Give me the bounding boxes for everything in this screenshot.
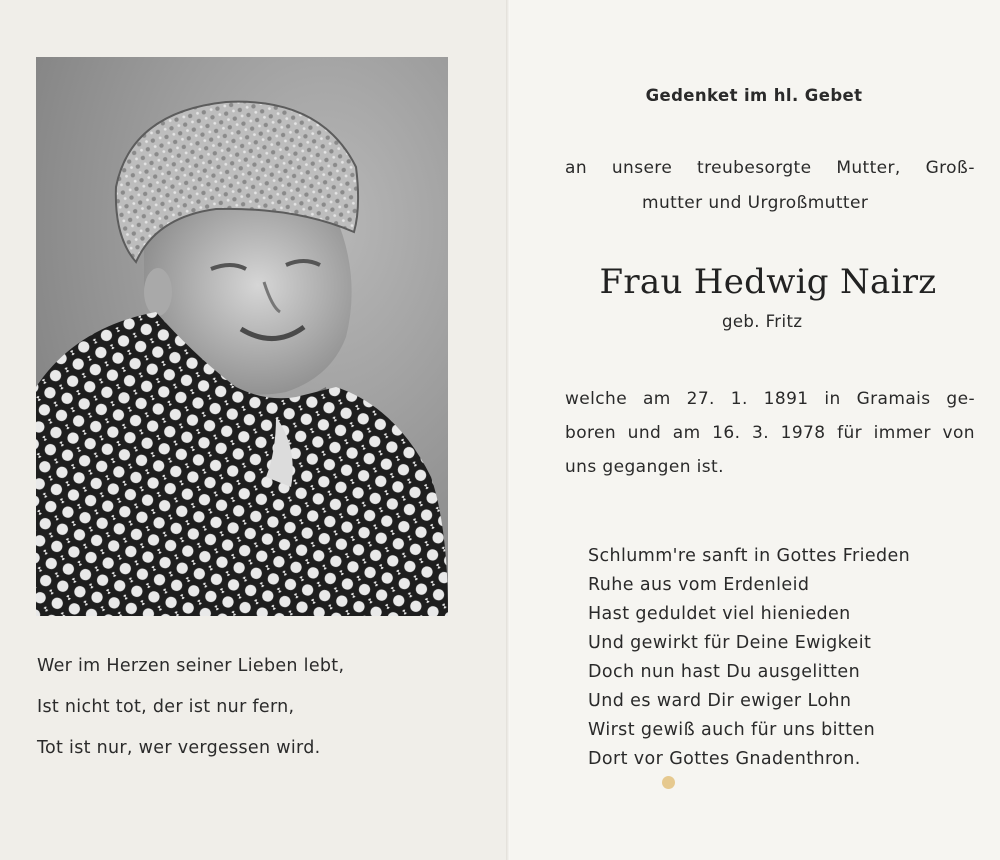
word: 27. bbox=[686, 389, 715, 409]
word: Gramais bbox=[856, 389, 931, 409]
left-poem-line: Tot ist nur, wer vergessen wird. bbox=[37, 738, 321, 758]
dates-line-1 bbox=[565, 382, 975, 416]
stain-spot bbox=[662, 776, 675, 789]
word: ge- bbox=[946, 389, 975, 409]
word: 3. bbox=[752, 423, 770, 443]
word: 1. bbox=[730, 389, 748, 409]
portrait-photo bbox=[36, 57, 448, 616]
right-panel bbox=[508, 0, 1000, 860]
verse-line: Hast geduldet viel hienieden bbox=[588, 604, 851, 624]
deceased-name: Frau Hedwig Nairz bbox=[599, 262, 937, 302]
word: und bbox=[627, 423, 662, 443]
word: treubesorgte bbox=[697, 158, 812, 178]
word: in bbox=[824, 389, 841, 409]
verse-line: Wirst gewiß auch für uns bitten bbox=[588, 720, 876, 740]
verse-line: Dort vor Gottes Gnadenthron. bbox=[588, 749, 861, 769]
word: Mutter, bbox=[836, 158, 901, 178]
dates-line-2 bbox=[565, 416, 975, 450]
word: am bbox=[672, 423, 701, 443]
word: am bbox=[642, 389, 671, 409]
heading: Gedenket im hl. Gebet bbox=[645, 86, 863, 105]
verse-line: Und es ward Dir ewiger Lohn bbox=[588, 691, 852, 711]
word: von bbox=[942, 423, 975, 443]
dates-line-3: uns gegangen ist. bbox=[565, 457, 724, 477]
dedication-line-1 bbox=[565, 151, 975, 186]
left-poem bbox=[37, 646, 477, 769]
verse-line: Doch nun hast Du ausgelitten bbox=[588, 662, 861, 682]
left-poem-line: Ist nicht tot, der ist nur fern, bbox=[37, 697, 295, 717]
left-poem-line: Wer im Herzen seiner Lieben lebt, bbox=[37, 656, 345, 676]
word: immer bbox=[873, 423, 931, 443]
word: an bbox=[565, 158, 587, 178]
life-dates bbox=[565, 382, 975, 484]
verse bbox=[588, 542, 910, 774]
word: boren bbox=[565, 423, 617, 443]
verse-line: Ruhe aus vom Erdenleid bbox=[588, 575, 810, 595]
word: Groß- bbox=[925, 158, 975, 178]
dedication-line-2: mutter und Urgroßmutter bbox=[642, 193, 869, 213]
word: unsere bbox=[611, 158, 673, 178]
verse-line: Und gewirkt für Deine Ewigkeit bbox=[588, 633, 872, 653]
word: 1978 bbox=[780, 423, 826, 443]
word: für bbox=[837, 423, 863, 443]
dedication bbox=[565, 151, 975, 221]
verse-line: Schlumm're sanft in Gottes Frieden bbox=[588, 546, 911, 566]
word: 1891 bbox=[763, 389, 809, 409]
word: 16. bbox=[712, 423, 741, 443]
maiden-name: geb. Fritz bbox=[722, 312, 803, 331]
card-fold bbox=[506, 0, 510, 860]
word: welche bbox=[565, 389, 628, 409]
